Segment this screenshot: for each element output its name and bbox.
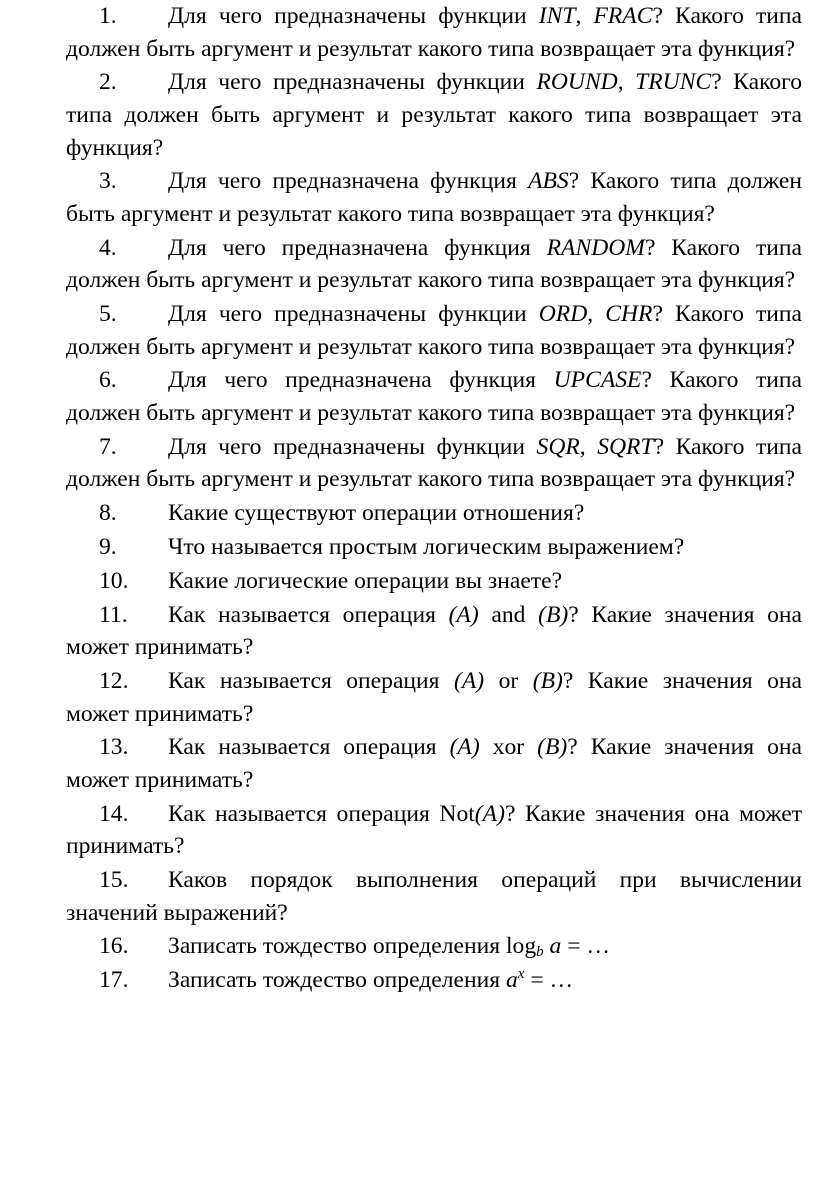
question-number: 10. [99, 567, 129, 594]
question-item [66, 497, 802, 530]
question-text: Записать тождество определения [168, 967, 506, 994]
subscript-text: b [536, 944, 544, 961]
question-item [66, 0, 802, 65]
italic-term: FRAC [593, 3, 653, 29]
question-item [66, 565, 802, 598]
question-text: Для чего предназначены функции [168, 3, 539, 29]
question-item [66, 165, 802, 230]
question-text: , [575, 3, 594, 29]
question-text: Как называется операция [168, 667, 454, 694]
italic-term: UPCASE [553, 367, 642, 394]
question-number: 4. [99, 234, 117, 261]
question-number: 6. [99, 367, 117, 394]
question-number: 12. [99, 667, 129, 694]
question-text: Каков порядок выполнения операций при вычислении значений выражений? [66, 867, 802, 926]
question-text: Для чего предназначена функция [168, 168, 529, 195]
question-text: Как называется операция [168, 734, 450, 761]
question-text: Какие существуют операции отношения? [168, 500, 585, 527]
question-item [66, 298, 802, 363]
question-text: and [478, 601, 539, 628]
question-number: 3. [99, 168, 117, 195]
question-number: 15. [99, 867, 129, 894]
question-item [66, 864, 802, 929]
question-text: Для чего предназначены функции [168, 433, 537, 460]
question-text: ? Какого типа должен быть аргумент и результат какого типа возвращает эта функция? [66, 234, 802, 294]
italic-term: CHR [605, 301, 653, 328]
italic-term: (A) [474, 800, 505, 827]
question-text: xor [479, 734, 538, 761]
italic-term: ROUND [536, 69, 618, 96]
question-item [66, 232, 802, 297]
italic-term: ABS [528, 168, 569, 195]
italic-term: SQR [536, 433, 580, 460]
question-number: 16. [99, 933, 129, 960]
question-text: = … [524, 967, 574, 994]
question-item [66, 531, 802, 564]
question-text: ? Какого типа должен быть аргумент и результат какого типа возвращает эта функция? [66, 433, 802, 493]
question-item [66, 364, 802, 429]
question-number: 2. [99, 69, 117, 96]
italic-term: SQRT [597, 433, 654, 460]
question-text: ? Какие значения она может принимать? [66, 601, 802, 661]
question-text: Записать тождество определения log [168, 933, 537, 960]
question-text: Как называется операция [168, 601, 449, 628]
question-text: ? Какого типа должен быть аргумент и результат какого типа возвращает эта функция? [66, 69, 803, 161]
italic-term: (B) [532, 667, 563, 694]
question-text: Для чего предназначены функции [168, 301, 539, 328]
question-text: or [484, 667, 533, 694]
question-text: Для чего предназначена функция [168, 367, 554, 394]
question-number: 9. [99, 534, 117, 560]
question-number: 1. [99, 3, 117, 29]
question-item [66, 431, 802, 496]
question-text: ? Какие значения она может принимать? [66, 800, 802, 860]
question-text: ? Какого типа должен быть аргумент и результат какого типа возвращает эта функция? [66, 301, 802, 360]
question-item [66, 599, 802, 664]
italic-term: (A) [448, 601, 479, 628]
question-text: Какие логические операции вы знаете? [168, 567, 563, 594]
question-text: , [579, 433, 598, 460]
question-text: ? Какие значения она может принимать? [66, 667, 803, 727]
question-number: 5. [99, 301, 117, 328]
question-number: 11. [99, 601, 128, 628]
question-number: 8. [99, 500, 117, 527]
question-item [66, 66, 802, 164]
question-text: ? Какого типа должен быть аргумент и результат какого типа возвращает эта функция? [66, 3, 803, 62]
question-item [66, 665, 802, 730]
question-text: ? Какие значения она может принимать? [66, 734, 802, 793]
question-item [66, 930, 802, 963]
italic-term: a [549, 933, 562, 960]
question-text: ? Какого типа должен быть аргумент и результат какого типа возвращает эта функция? [66, 168, 803, 227]
question-text: Что называется простым логическим выражением? [168, 534, 685, 560]
italic-term: ORD [538, 301, 588, 328]
question-text: Для чего предназначена функция [168, 234, 547, 261]
italic-term: a [505, 967, 518, 994]
question-text: , [617, 69, 636, 96]
italic-term: (A) [454, 667, 485, 694]
question-number: 17. [99, 967, 129, 994]
italic-term: (A) [449, 734, 480, 761]
question-number: 13. [99, 734, 129, 761]
question-item [66, 964, 802, 997]
italic-term: (B) [537, 734, 568, 761]
question-text: ? Какого типа должен быть аргумент и результат какого типа возвращает эта функция? [66, 367, 803, 427]
question-number: 7. [99, 433, 117, 460]
italic-term: (B) [538, 601, 569, 628]
question-text: , [587, 301, 606, 328]
question-list [66, 0, 802, 997]
question-item [66, 798, 802, 863]
question-text: Как называется операция Not [168, 800, 475, 827]
question-text: = … [561, 933, 611, 960]
italic-term: INT [538, 3, 576, 29]
question-text: Для чего предназначены функции [168, 69, 537, 96]
question-number: 14. [99, 800, 129, 827]
superscript-text: x [517, 966, 525, 983]
italic-term: TRUNC [635, 69, 712, 96]
italic-term: RANDOM [546, 234, 645, 261]
question-item [66, 731, 802, 796]
